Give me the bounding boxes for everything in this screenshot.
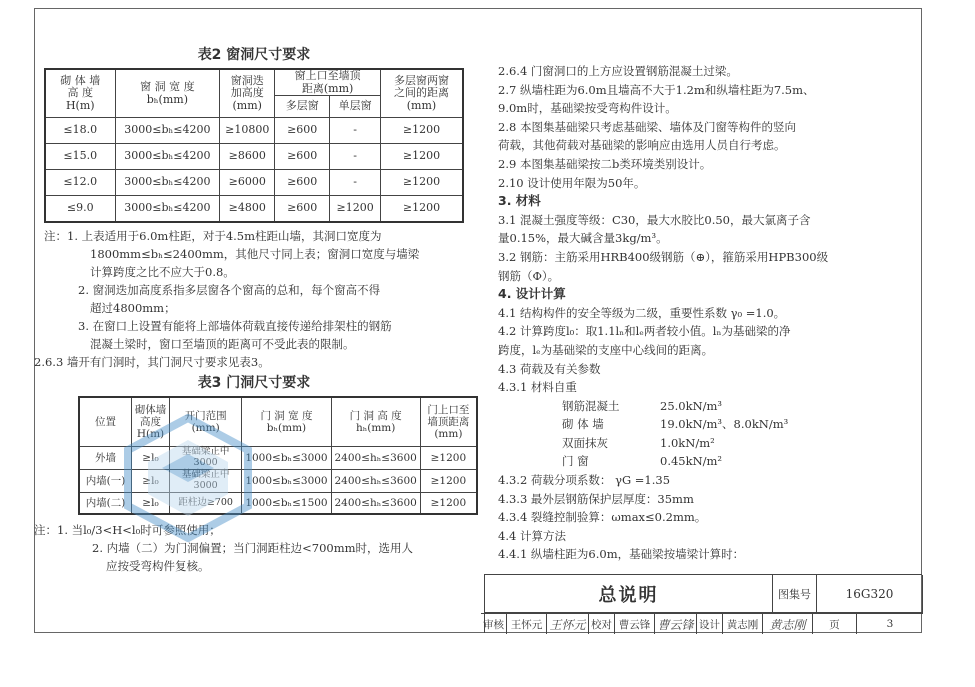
cell: ≥1200: [381, 118, 464, 144]
t2-h-c4: 窗上口至墙顶 距离(mm): [275, 69, 381, 96]
checker-name: 曹云锋: [615, 614, 655, 634]
cell: 3000≤bₕ≤4200: [115, 144, 220, 170]
t2-h-c3: 窗洞迭 加高度 (mm): [220, 69, 275, 118]
cell: 3000≤bₕ≤4200: [115, 118, 220, 144]
table-row: [45, 196, 463, 222]
material-value: 25.0kN/m³: [660, 398, 723, 413]
atlas-label: 图集号: [773, 575, 817, 613]
material-name: 双面抹灰: [562, 435, 608, 450]
section-3-heading: 3. 材料: [498, 193, 541, 209]
para-3-2: 3.2 钢筋：主筋采用HRB400级钢筋（⊕），箍筋采用HPB300级: [498, 249, 829, 264]
t2-h-c2: 窗 洞 宽 度 bₕ(mm): [115, 69, 220, 118]
checker-signature: 曹云锋: [655, 614, 697, 634]
cell: 2400≤hₕ≤3600: [331, 470, 420, 493]
para-2-8: 2.8 本图集基础梁只考虑基础梁、墙体及门窗等构件的竖向: [498, 119, 796, 134]
para-2-7: 2.7 纵墙柱距为6.0m且墙高不大于1.2m和纵墙柱距为7.5m、: [498, 82, 815, 97]
material-name: 砌 体 墙: [562, 417, 604, 432]
t2-h-c4a: 多层窗: [275, 96, 330, 118]
para-3-1: 3.1 混凝土强度等级：C30，最大水胶比0.50，最大氯离子含: [498, 212, 811, 227]
cell: ≤12.0: [45, 170, 115, 196]
cell: ≥8600: [220, 144, 275, 170]
cell: -: [330, 118, 381, 144]
cell: 1000≤bₕ≤1500: [242, 492, 331, 514]
cell: 2400≤hₕ≤3600: [331, 447, 420, 470]
para-4-2-cont: 跨度，lₑ为基础梁的支座中心线间的距离。: [498, 342, 714, 357]
cell: 3000≤bₕ≤4200: [115, 170, 220, 196]
material-name: 门 窗: [562, 454, 589, 469]
designer-signature: 黄志刚: [763, 614, 813, 634]
cell: ≥l₀: [132, 470, 170, 493]
cell: ≥4800: [220, 196, 275, 222]
para-4-3-2: 4.3.2 荷载分项系数： γG =1.35: [498, 473, 671, 488]
page-label: 页: [813, 614, 857, 634]
para-2-9: 2.9 本图集基础梁按二b类环境类别设计。: [498, 156, 712, 171]
para-3-2-cont: 钢筋（Φ）。: [498, 268, 560, 283]
cell: ≥1200: [420, 470, 477, 493]
cell: ≥1200: [381, 144, 464, 170]
para-4-3-1: 4.3.1 材料自重: [498, 380, 577, 395]
cell: 2400≤hₕ≤3600: [331, 492, 420, 514]
table2: [44, 68, 464, 223]
reviewer-name: 王怀元: [507, 614, 547, 634]
cell: ≥6000: [220, 170, 275, 196]
cell: 内墙(一): [79, 470, 132, 493]
check-label: 校对: [589, 614, 615, 634]
material-value: 19.0kN/m³、8.0kN/m³: [660, 417, 789, 432]
cell: 外墙: [79, 447, 132, 470]
t3-h-c3: 开门范围 (mm): [169, 397, 242, 447]
drawing-title: 总说明: [485, 575, 773, 613]
sign-row: [481, 613, 923, 634]
t2-h-c5: 多层窗两窗 之间的距离 (mm): [381, 69, 464, 118]
para-2-6-4: 2.6.4 门窗洞口的上方应设置钢筋混凝土过梁。: [498, 64, 738, 78]
table2-caption: 表2 窗洞尺寸要求: [197, 47, 311, 63]
material-name: 钢筋混凝土: [562, 398, 620, 413]
para-2-6-3: 2.6.3 墙开有门洞时，其门洞尺寸要求见表3。: [34, 354, 270, 369]
para-2-7-cont: 9.0m时，基础梁按受弯构件设计。: [498, 101, 677, 116]
review-label: 审核: [481, 614, 507, 634]
design-label: 设计: [697, 614, 723, 634]
note-line: 2. 窗洞迭加高度系指多层窗各个窗高的总和，每个窗高不得: [78, 282, 381, 297]
right-column: [498, 62, 908, 564]
cell: 内墙(二): [79, 492, 132, 514]
cell: ≤15.0: [45, 144, 115, 170]
title-block: [484, 574, 922, 633]
note-line: 注：1. 上表适用于6.0m柱距，对于4.5m柱距山墙，其洞口宽度为: [44, 228, 382, 243]
note-line: 3. 在窗口上设置有能将上部墙体荷载直接传递给排架柱的钢筋: [78, 318, 392, 333]
t2-h-c1: 砌 体 墙 高 度 H(m): [45, 69, 115, 118]
left-column: [34, 44, 470, 575]
material-value: 1.0kN/m²: [660, 435, 715, 450]
cell: ≥600: [275, 196, 330, 222]
cell: ≥1200: [381, 170, 464, 196]
page-number: 3: [886, 618, 894, 630]
cell: ≥600: [275, 144, 330, 170]
cell: ≥l₀: [132, 492, 170, 514]
cell: 1000≤bₕ≤3000: [242, 447, 331, 470]
note-line: 计算跨度之比不应大于0.8。: [90, 264, 235, 279]
cell: -: [330, 170, 381, 196]
table-row: [79, 470, 477, 493]
cell: ≥1200: [381, 196, 464, 222]
cell: ≥10800: [220, 118, 275, 144]
table2-notes: [34, 227, 464, 371]
cell: ≥1200: [330, 196, 381, 222]
note-line: 1800mm≤bₕ≤2400mm，其他尺寸同上表；窗洞口宽度与墙梁: [90, 246, 420, 261]
para-2-10: 2.10 设计使用年限为50年。: [498, 175, 646, 190]
note-line: 2. 内墙（二）为门洞偏置；当门洞距柱边<700mm时，选用人: [92, 541, 414, 556]
cell: ≥600: [275, 170, 330, 196]
cell: ≥600: [275, 118, 330, 144]
para-4-4: 4.4 计算方法: [498, 528, 566, 543]
note-line: 应按受弯构件复核。: [106, 559, 210, 574]
material-value: 0.45kN/m²: [660, 454, 723, 469]
cell: ≥1200: [420, 492, 477, 514]
t3-h-c1: 位置: [79, 397, 132, 447]
note-line: 混凝土梁时，窗口至墙顶的距离可不受此表的限制。: [90, 336, 355, 351]
para-4-3: 4.3 荷载及有关参数: [498, 361, 601, 376]
cell: ≤9.0: [45, 196, 115, 222]
table3-caption: 表3 门洞尺寸要求: [197, 374, 311, 391]
t3-h-c4: 门 洞 宽 度 bₕ(mm): [242, 397, 331, 447]
section-4-heading: 4. 设计计算: [498, 286, 566, 302]
t3-h-c5: 门 洞 高 度 hₕ(mm): [331, 397, 420, 447]
para-4-3-4: 4.3.4 裂缝控制验算：ωmax≤0.2mm。: [498, 510, 707, 525]
para-4-1: 4.1 结构构件的安全等级为二级，重要性系数 γ₀ =1.0。: [498, 305, 786, 320]
note-line: 超过4800mm；: [90, 300, 176, 315]
designer-name: 黄志刚: [723, 614, 763, 634]
cell: ≥1200: [420, 447, 477, 470]
para-4-4-1: 4.4.1 纵墙柱距为6.0m，基础梁按墙梁计算时：: [498, 547, 745, 562]
t3-h-c2: 砌体墙 高度 H(m): [132, 397, 170, 447]
cell: ≤18.0: [45, 118, 115, 144]
atlas-number: 16G320: [817, 575, 923, 613]
table-row: [45, 170, 463, 196]
cell: -: [330, 144, 381, 170]
t3-h-c6: 门上口至 墙顶距离 (mm): [420, 397, 477, 447]
note-line: 注：1. 当l₀/3<H<l₀时可参照使用；: [34, 523, 221, 538]
table3: [78, 396, 478, 516]
cell: 3000≤bₕ≤4200: [115, 196, 220, 222]
para-3-1-cont: 量0.15%，最大碱含量3kg/m³。: [498, 231, 668, 246]
table-row: [79, 447, 477, 470]
para-4-2: 4.2 计算跨度l₀：取1.1lₙ和lₑ两者较小值。lₙ为基础梁的净: [498, 324, 791, 339]
material-weights: [562, 397, 908, 471]
cell: 1000≤bₕ≤3000: [242, 470, 331, 493]
reviewer-signature: 王怀元: [547, 614, 589, 634]
cell: 基础梁正中3000: [169, 470, 242, 493]
cell: ≥l₀: [132, 447, 170, 470]
table-row: [45, 118, 463, 144]
table-row: [79, 492, 477, 514]
para-4-3-3: 4.3.3 最外层钢筋保护层厚度：35mm: [498, 491, 694, 506]
table-row: [45, 144, 463, 170]
t2-h-c4b: 单层窗: [330, 96, 381, 118]
cell: 基础梁正中3000: [169, 447, 242, 470]
table3-notes: [34, 521, 464, 575]
para-2-8-cont: 荷载，其他荷载对基础梁的影响应由选用人员自行考虑。: [498, 138, 786, 153]
cell: 距柱边≥700: [169, 492, 242, 514]
